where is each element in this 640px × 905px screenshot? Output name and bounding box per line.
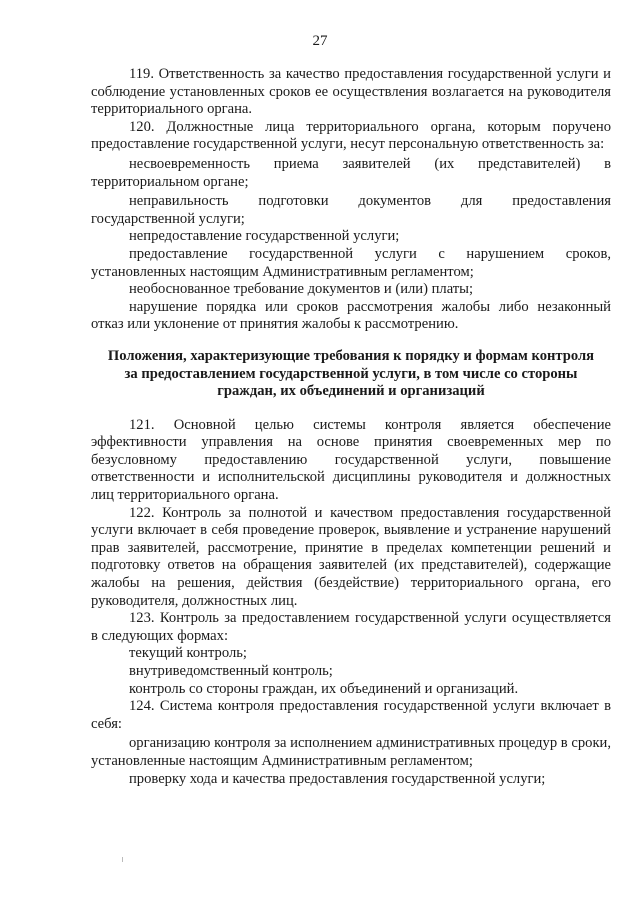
list-item: текущий контроль;	[129, 645, 247, 662]
list-item: проверку хода и качества предоставления государственной услуги;	[129, 770, 546, 787]
list-item: непредоставление государственной услуги;	[129, 228, 400, 245]
list-item: нарушение порядка или сроков рассмотрения жалобы либо незаконный отказ или уклонение от принятия жалобы к рассмотрению.	[91, 298, 611, 333]
list-item: несвоевременность приема заявителей (их представителей) в территориальном органе;	[91, 155, 611, 190]
paragraph-120: 120. Должностные лица территориального органа, которым поручено предоставление государственной услуги, несут персональную ответственность за:	[91, 118, 611, 153]
list-item: контроль со стороны граждан, их объединений и организаций.	[129, 680, 519, 697]
paragraph-124: 124. Система контроля предоставления государственной услуги включает в себя:	[91, 698, 611, 732]
scan-mark	[122, 857, 123, 862]
list-item: организацию контроля за исполнением административных процедур в сроки, установленные настоящим Административным регламентом;	[91, 735, 611, 769]
paragraph-119: 119. Ответственность за качество предоставления государственной услуги и соблюдение установленных сроков ее осуществления возлагается на руководителя территориального органа.	[91, 66, 611, 118]
list-item: необоснованное требование документов и (или) платы;	[129, 281, 474, 298]
paragraph-122: 122. Контроль за полнотой и качеством предоставления государственной услуги включает в себя проведение проверок, выявление и устранение нарушений прав заявителей, рассмотрение, принятие в пределах компетенции решений и подготовку ответов на обращения заявителей (их представителей), содержащие жалобы на решения, действия (бездействие) территориального органа, его руководителя, должностных лиц.	[91, 504, 611, 609]
list-item: предоставление государственной услуги с нарушением сроков, установленных настоящим Административным регламентом;	[91, 245, 611, 280]
document-body	[91, 66, 611, 788]
paragraph-121: 121. Основной целью системы контроля является обеспечение эффективности управления на основе принятия своевременных мер по безусловному предоставлению государственной услуги, повышение ответственности и исполнительской дисциплины руководителя и должностных лиц территориального органа.	[91, 416, 611, 504]
section-heading: Положения, характеризующие требования к порядку и формам контроля за предоставлением государственной услуги, в том числе со стороны граждан, их объединений и организаций	[107, 347, 595, 400]
list-item: внутриведомственный контроль;	[129, 663, 333, 679]
page-number: 27	[312, 33, 328, 49]
list-item: неправильность подготовки документов для предоставления государственной услуги;	[91, 193, 611, 227]
paragraph-123: 123. Контроль за предоставлением государственной услуги осуществляется в следующих формах:	[91, 610, 611, 644]
